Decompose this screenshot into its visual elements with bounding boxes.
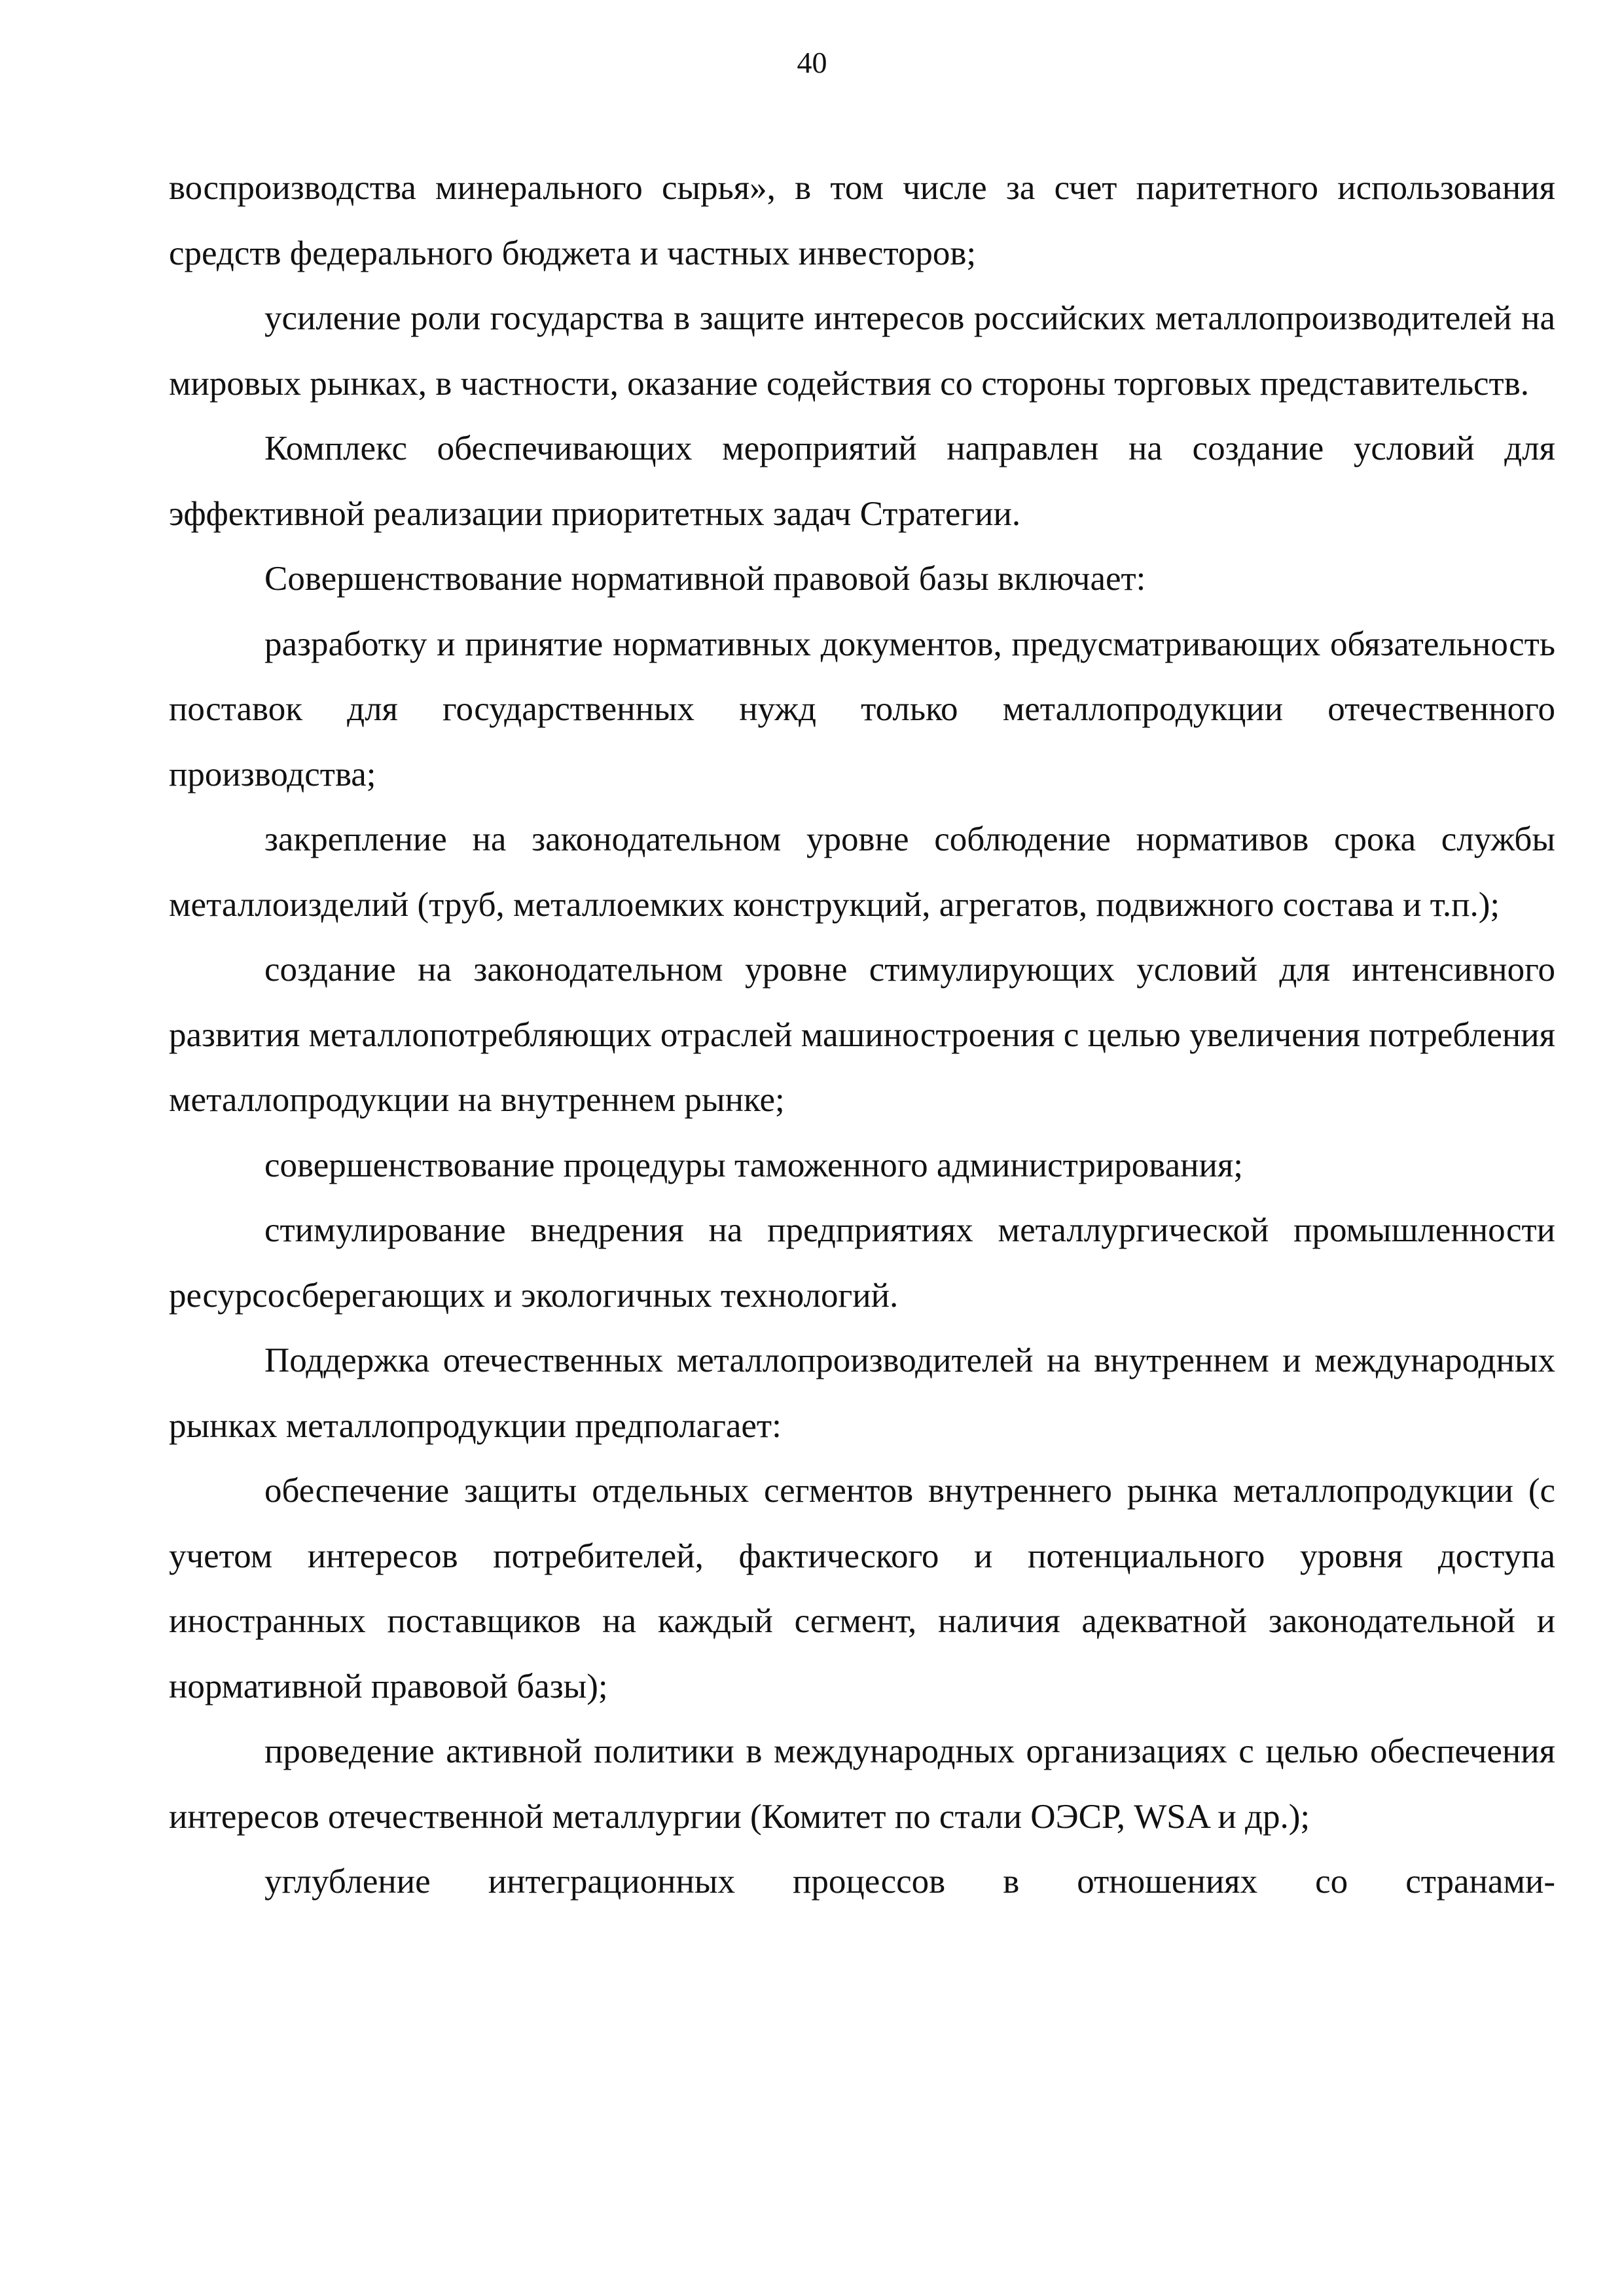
paragraph: проведение активной политики в международных организациях с целью обеспечения интересов отечественной металлургии (Комитет по стали ОЭСР, WSA и др.); (169, 1732, 1555, 1836)
paragraph: Комплекс обеспечивающих мероприятий направлен на создание условий для эффективной реализации приоритетных задач Стратегии. (169, 429, 1555, 533)
paragraph: воспроизводства минерального сырья», в том числе за счет паритетного использования средств федерального бюджета и частных инвесторов; (169, 169, 1555, 272)
paragraph: Совершенствование нормативной правовой базы включает: (264, 560, 1146, 598)
paragraph: углубление интеграционных процессов в отношениях со странами- (264, 1863, 1555, 1901)
page-number: 40 (797, 46, 827, 79)
paragraph: совершенствование процедуры таможенного администрирования; (264, 1146, 1243, 1184)
paragraph: обеспечение защиты отдельных сегментов внутреннего рынка металлопродукции (с учетом интересов потребителей, фактического и потенциального уровня доступа иностранных поставщиков на каждый сегмент, наличия адекватной законодательной и нормативной правовой базы); (169, 1472, 1555, 1705)
paragraph: стимулирование внедрения на предприятиях металлургической промышленности ресурсосберегающих и экологичных технологий. (169, 1211, 1555, 1315)
paragraph: разработку и принятие нормативных документов, предусматривающих обязательность поставок для государственных нужд только металлопродукции отечественного производства; (169, 625, 1555, 793)
paragraph: усиление роли государства в защите интересов российских металлопроизводителей на мировых рынках, в частности, оказание содействия со стороны торговых представительств. (169, 299, 1555, 403)
body-text (169, 156, 1555, 1915)
paragraph: закрепление на законодательном уровне соблюдение нормативов срока службы металлоизделий (труб, металлоемких конструкций, агрегатов, подвижного состава и т.п.); (169, 820, 1555, 924)
paragraph: создание на законодательном уровне стимулирующих условий для интенсивного развития металлопотребляющих отраслей машиностроения с целью увеличения потребления металлопродукции на внутреннем рынке; (169, 951, 1555, 1119)
paragraph: Поддержка отечественных металлопроизводителей на внутреннем и международных рынках металлопродукции предполагает: (169, 1341, 1555, 1445)
